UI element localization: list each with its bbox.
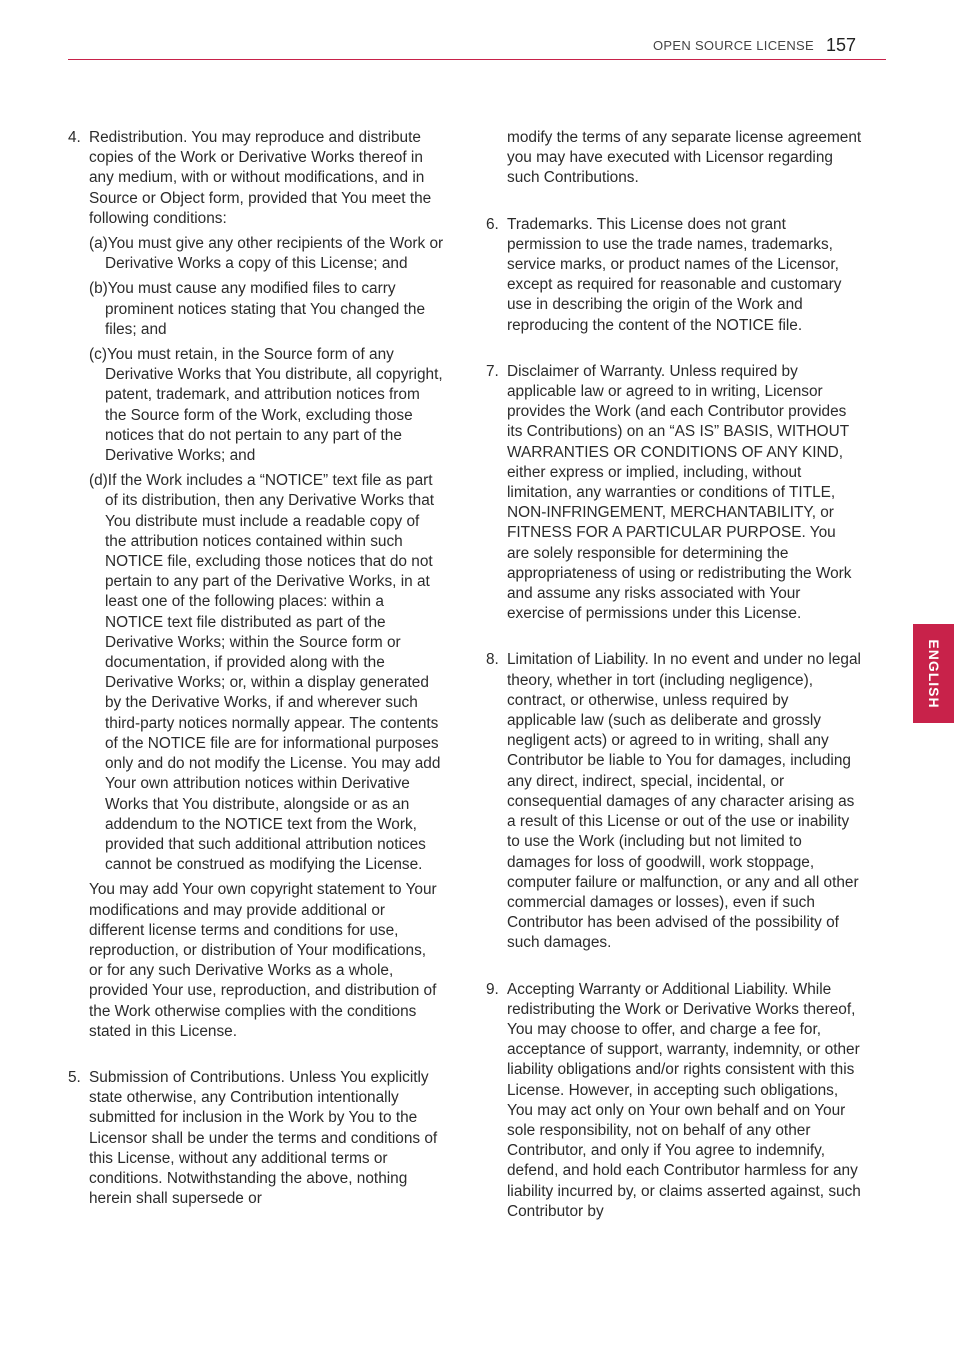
right-column bbox=[484, 128, 862, 1222]
item-text: Disclaimer of Warranty. Unless required by applicable law or agreed to in writing, Licensor provides the Work (and each Contributor provides its Contributions) on an “AS IS” BASIS, WITHOUT WARRANTIES OR CONDITIONS OF ANY KIND, either express or implied, including, without limitation, any warranties or conditions of TITLE, NON-INFRINGEMENT, MERCHANTABILITY, or FITNESS FOR A PARTICULAR PURPOSE. You are solely responsible for determining the appropriateness of using or redistributing the Work and assume any risks associated with Your exercise of permissions under this License. bbox=[507, 362, 852, 623]
condition-b: (b)You must cause any modified files to carry prominent notices stating that You changed the files; and bbox=[89, 280, 426, 338]
item-text: Trademarks. This License does not grant permission to use the trade names, trademarks, service marks, or product names of the Licensor, except as required for reasonable and customary use in describing the origin of the Work and reproducing the content of the NOTICE file. bbox=[507, 215, 842, 334]
item-4-closing-paragraph: You may add Your own copyright statement to Your modifications and may provide additional or different license terms and conditions for use, reproduction, or distribution of Your modifications, or for any such Derivative Works as a whole, provided Your use, reproduction, and distribution of the Work otherwise complies with the conditions stated in this License. bbox=[89, 881, 437, 1040]
language-tab bbox=[913, 624, 954, 723]
item-5-continuation: modify the terms of any separate license agreement you may have executed with Licensor regarding such Contributions. bbox=[507, 129, 862, 187]
section-title: OPEN SOURCE LICENSE bbox=[652, 38, 814, 53]
condition-d: (d)If the Work includes a “NOTICE” text file as part of its distribution, then any Derivative Works that You distribute must include a readable copy of the attribution notices contained within such NOTICE file, excluding those notices that do not pertain to any part of the Derivative Works, in at least one of the following places: within a NOTICE text file distributed as part of the Derivative Works; within the Source form or documentation, if provided along with the Derivative Works; or, within a display generated by the Derivative Works, if and wherever such third-party notices normally appear. The contents of the NOTICE file are for informational purposes only and do not modify the License. You may add Your own attribution notices within Derivative Works that You distribute, alongside or as an addendum to the NOTICE text from the Work, provided that such additional attribution notices cannot be construed as modifying the License. bbox=[89, 472, 441, 874]
license-item-8 bbox=[484, 650, 862, 953]
item-number: 8. bbox=[486, 651, 499, 669]
item-number: 6. bbox=[486, 215, 499, 233]
item-text: Redistribution. You may reproduce and distribute copies of the Work or Derivative Works thereof in any medium, with or without modifications, and in Source or Object form, provided that You meet the following conditions: bbox=[89, 129, 432, 227]
item-text: Limitation of Liability. In no event and under no legal theory, whether in tort (including negligence), contract, or otherwise, unless required by applicable law (such as deliberate and grossly negligent acts) or agreed to in writing, shall any Contributor be liable to You for damages, including any direct, indirect, special, incidental, or consequential damages of any character arising as a result of this License or out of the use or inability to use the Work (including but not limited to damages for loss of goodwill, work stoppage, computer failure or malfunction, or any and all other commercial damages or losses), even if such Contributor has been advised of the possibility of such damages. bbox=[507, 651, 861, 952]
item-number: 9. bbox=[486, 980, 499, 998]
license-item-5 bbox=[66, 1068, 444, 1209]
left-column bbox=[66, 128, 444, 1209]
item-text: Submission of Contributions. Unless You explicitly state otherwise, any Contribution intentionally submitted for inclusion in the Work by You to the Licensor shall be under the terms and conditions of this License, without any additional terms or conditions. Notwithstanding the above, nothing herein shall supersede or bbox=[89, 1068, 438, 1208]
license-item-4 bbox=[66, 128, 444, 229]
item-number: 5. bbox=[68, 1068, 81, 1086]
item-number: 4. bbox=[68, 129, 81, 146]
language-tab-label: ENGLISH bbox=[925, 638, 942, 709]
item-number: 7. bbox=[486, 362, 499, 380]
license-item-7 bbox=[484, 362, 862, 625]
page-number: 157 bbox=[826, 35, 857, 55]
condition-a: (a)You must give any other recipients of the Work or Derivative Works a copy of this License; and bbox=[89, 235, 444, 273]
header-divider bbox=[68, 59, 886, 60]
license-item-6 bbox=[484, 215, 862, 336]
item-text: Accepting Warranty or Additional Liability. While redistributing the Work or Derivative Works thereof, You may choose to offer, and charge a fee for, acceptance of support, warranty, indemnity, or other liability obligations and/or rights consistent with this License. However, in accepting such obligations, You may act only on Your own behalf and on Your sole responsibility, not on behalf of any other Contributor, and only if You agree to indemnify, defend, and hold each Contributor harmless for any liability incurred by, or claims asserted against, such Contributor by bbox=[507, 980, 861, 1220]
condition-c: (c)You must retain, in the Source form of any Derivative Works that You distribute, all copyright, patent, trademark, and attribution notices from the Source form of the Work, excluding those notices that do not pertain to any part of the Derivative Works; and bbox=[89, 346, 443, 465]
license-item-9 bbox=[484, 980, 862, 1222]
